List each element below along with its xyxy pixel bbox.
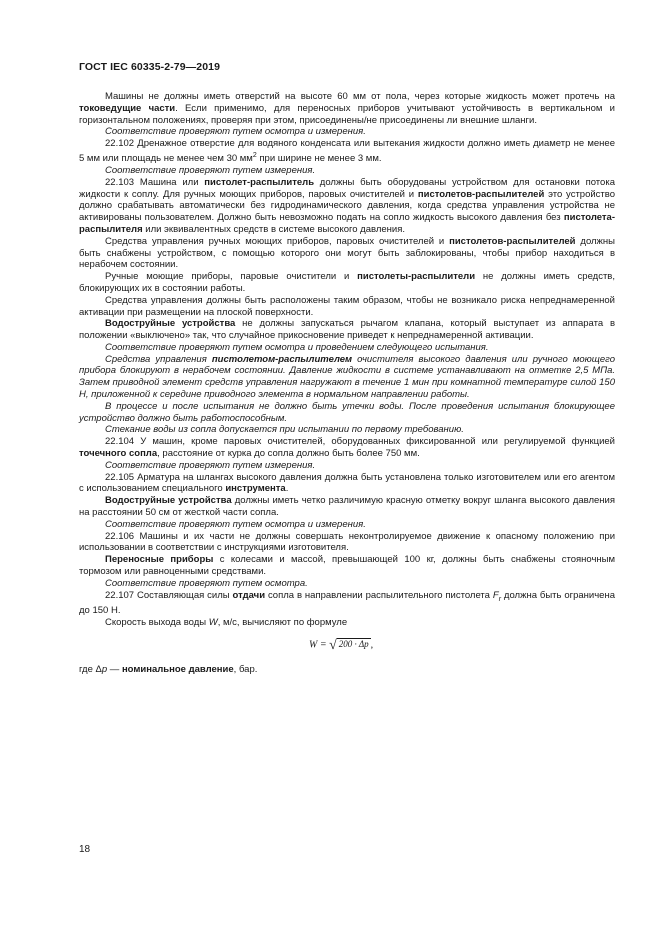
- text-run: должны быть оборудованы устройством для остановки потока жидкости к соплу. Для ручных моющих приборов, паровых очистителей и: [79, 176, 615, 200]
- text-run: это устройство должно срабатывать автоматически без гидродинамического давления, когда средства управления устройства не активированы пользователем. Должно быть невозможно подать на сопло жидкость высокого давления без: [79, 188, 615, 224]
- text-run: F: [492, 589, 499, 601]
- formula-legend: [79, 664, 615, 676]
- defined-term: инструмента: [225, 483, 286, 495]
- text-run: В процессе и после испытания не должно быть утечки воды. После проведения испытания блокирующее устройство должно быть работоспособным.: [79, 400, 615, 424]
- text-run: при ширине не менее 3 мм.: [256, 153, 382, 165]
- text-run: не должны запускаться рычагом клапана, который выступает из аппарата в положении «выключено» так, что случайное прикосновение приведет к непреднамеренной активации.: [79, 318, 616, 342]
- paragraph-list: [79, 91, 615, 629]
- defined-term: пистолетом-распылителем: [211, 353, 353, 365]
- text-run: с колесами и массой, превышающей 100 кг, должны быть снабжены стояночным тормозом или равноценными средствами.: [79, 554, 615, 578]
- legend-prefix: где Δ: [79, 663, 102, 675]
- text-run: сопла в направлении распылительного пистолета: [265, 589, 493, 601]
- text-run: Средства управления: [105, 353, 212, 365]
- legend-dash: —: [107, 663, 122, 675]
- text-run: Машины не должны иметь отверстий на высоте 60 мм от пола, через которые жидкость может протечь на: [105, 91, 615, 102]
- paragraph: [79, 578, 615, 590]
- paragraph: [79, 165, 615, 177]
- paragraph: [79, 271, 615, 295]
- text-run: 2: [252, 151, 257, 159]
- paragraph: [79, 236, 615, 271]
- text-run: 22.103 Машина или: [105, 176, 205, 188]
- defined-term: пистолет-распылитель: [204, 176, 315, 188]
- paragraph: [79, 91, 615, 126]
- paragraph: [79, 531, 615, 555]
- square-root: [329, 639, 371, 652]
- text-run: должна быть ограничена до 150 Н.: [79, 589, 615, 617]
- text-run: не должны иметь средств, блокирующих их в состоянии работы.: [79, 271, 615, 294]
- paragraph: [79, 126, 615, 138]
- text-run: Соответствие проверяют путем осмотра и проведением следующего испытания.: [105, 341, 489, 353]
- text-run: . Если применимо, для переносных приборов учитывают устойчивость в вертикальном и горизонтальном положениях, проверяя при этом, присоединены/не присоединены ли внешние шланги.: [79, 102, 615, 126]
- paragraph: [79, 177, 615, 236]
- text-run: должны быть снабжены устройством, с помощью которого они могут быть заблокированы, чтобы прибор находиться в нерабочем состоянии.: [79, 235, 615, 271]
- text-run: 22.104 У машин, кроме паровых очистителей, оборудованных фиксированной или регулируемой функцией: [105, 436, 615, 448]
- paragraph: [79, 495, 615, 519]
- defined-term: отдачи: [232, 589, 266, 601]
- text-run: очистителя высокого давления или ручного моющего прибора блокируют в нерабочем состоянии. Давление жидкости в системе устанавливают на отметке 2,5 МПа. Затем приводной элемент средств управления нагружают в течение 1 мин при комнатной температуре силой 150 Н, приложенной к середине приводного элемента в нормальном направлении работы.: [79, 353, 616, 401]
- text-run: Соответствие проверяют путем осмотра.: [105, 577, 308, 589]
- text-run: Соответствие проверяют путем измерения.: [105, 459, 316, 471]
- defined-term: Водоструйные устройства: [105, 318, 236, 330]
- defined-term: пистолета-распылителя: [79, 212, 615, 235]
- text-run: r: [498, 595, 502, 603]
- defined-term: пистолетов-распылителей: [417, 188, 545, 200]
- text-run: Соответствие проверяют путем измерения.: [105, 164, 316, 176]
- paragraph: [79, 554, 615, 578]
- defined-term: Водоструйные устройства: [105, 495, 232, 507]
- text-run: Скорость выхода воды: [105, 617, 209, 629]
- text-run: 22.107 Составляющая силы: [105, 589, 233, 601]
- text-run: должны иметь четко различимую красную отметку вокруг шланга высокого давления на расстоянии 50 см от жесткой части сопла.: [79, 495, 616, 519]
- standard-header: ГОСТ IEC 60335-2-79—2019: [79, 61, 221, 73]
- text-run: Ручные моющие приборы, паровые очистители и: [105, 271, 358, 283]
- formula-radicand: 200 · Δp: [338, 638, 369, 649]
- text-run: .: [285, 483, 289, 495]
- formula-tail: ,: [370, 639, 374, 651]
- defined-term: точечного сопла: [79, 448, 158, 460]
- text-run: W: [208, 617, 218, 629]
- text-run: или эквивалентных средств в системе высокого давления.: [142, 223, 406, 235]
- radical-sign: √: [329, 637, 337, 653]
- text-run: , м/с, вычисляют по формуле: [217, 617, 348, 629]
- text-run: Соответствие проверяют путем осмотра и измерения.: [105, 126, 366, 138]
- paragraph: [79, 424, 615, 436]
- text-run: Средства управления ручных моющих приборов, паровых очистителей и: [105, 235, 450, 247]
- text-run: Соответствие проверяют путем осмотра и измерения.: [105, 518, 366, 530]
- paragraph: [79, 138, 615, 165]
- defined-term: токоведущие части: [79, 102, 176, 114]
- paragraph: [79, 318, 615, 342]
- text-run: 22.105 Арматура на шлангах высокого давления должна быть установлена только изготовителем или его агентом с использованием специального: [79, 471, 615, 495]
- paragraph: [79, 617, 615, 629]
- defined-term: пистолетов-распылителей: [449, 235, 576, 247]
- text-run: 22.106 Машины и их части не должны совершать неконтролируемое движение к опасному положению при использовании в соответствии с инструкциями изготовителя.: [79, 530, 615, 554]
- text-run: Средства управления должны быть расположены таким образом, чтобы не возникало риска непреднамеренной активации при размещении на плоской поверхности.: [79, 294, 615, 318]
- paragraph: [79, 519, 615, 531]
- legend-variable: p: [101, 663, 108, 675]
- paragraph: [79, 354, 615, 401]
- paragraph: [79, 472, 615, 496]
- paragraph: [79, 590, 615, 617]
- legend-suffix: , бар.: [233, 663, 258, 675]
- text-run: 22.102 Дренажное отверстие для водяного конденсата или вытекания жидкости должно иметь диаметр не менее 5 мм или площадь не менее чем 30 мм: [79, 138, 615, 165]
- text-run: Стекание воды из сопла допускается при испытании по первому требованию.: [105, 424, 464, 436]
- document-body: [79, 91, 615, 676]
- paragraph: [79, 342, 615, 354]
- formula-lhs: W =: [309, 639, 327, 651]
- paragraph: [79, 436, 615, 460]
- defined-term: пистолеты-распылители: [357, 271, 476, 283]
- paragraph: [79, 460, 615, 472]
- velocity-formula: [79, 639, 615, 652]
- text-run: , расстояние от курка до сопла должно быть более 750 мм.: [157, 448, 420, 460]
- page-number: 18: [79, 844, 91, 855]
- defined-term: Переносные приборы: [105, 554, 214, 566]
- paragraph: [79, 295, 615, 319]
- paragraph: [79, 401, 615, 425]
- legend-term: номинальное давление: [121, 663, 234, 675]
